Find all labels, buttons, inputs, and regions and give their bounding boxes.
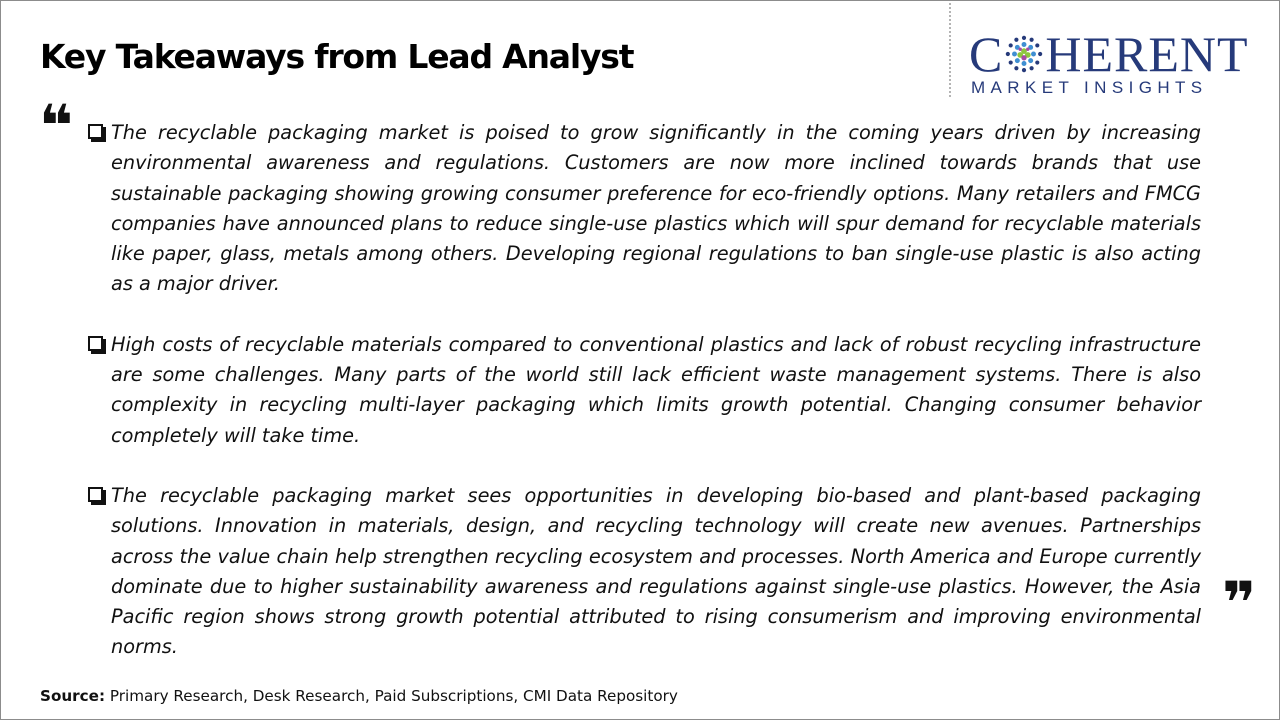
source-note — [40, 686, 678, 706]
header-divider — [949, 3, 951, 97]
globe-icon — [1005, 35, 1043, 73]
source-label: Source: — [40, 687, 106, 705]
company-logo — [969, 26, 1261, 99]
open-quote-icon: ❝ — [39, 92, 74, 160]
logo-letter-c: C — [969, 26, 1004, 82]
slide-title: Key Takeaways from Lead Analyst — [40, 37, 634, 76]
logo-tagline: MARKET INSIGHTS — [971, 78, 1208, 97]
takeaway-item — [87, 118, 1201, 300]
checkbox-bullet-icon — [88, 124, 103, 139]
checkbox-bullet-icon — [88, 487, 103, 502]
takeaway-item — [87, 481, 1201, 663]
close-quote-icon: ❞ — [1222, 569, 1257, 637]
source-text: Primary Research, Desk Research, Paid Subscriptions, CMI Data Repository — [105, 687, 678, 705]
takeaway-text: The recyclable packaging market sees opportunities in developing bio-based and plant-based packaging solutions. Innovation in materials, design, and recycling technology will create new avenues. Partnerships across the value chain help strengthen recycling ecosystem and processes. North America and Europe currently dominate due to higher sustainability awareness and regulations against single-use plastics. However, the Asia Pacific region shows strong growth potential attributed to rising consumerism and improving environmental norms. — [111, 483, 1201, 659]
takeaway-text: High costs of recyclable materials compared to conventional plastics and lack of robust recycling infrastructure are some challenges. Many parts of the world still lack efficient waste management systems. There is also complexity in recycling multi-layer packaging which limits growth potential. Changing consumer behavior completely will take time. — [111, 332, 1201, 447]
takeaways-list — [87, 118, 1201, 693]
takeaway-item — [87, 330, 1201, 451]
logo-letters-herent: HERENT — [1045, 26, 1249, 82]
checkbox-bullet-icon — [88, 336, 103, 351]
takeaway-text: The recyclable packaging market is poised to grow significantly in the coming years driven by increasing environmental awareness and regulations. Customers are now more inclined towards brands that use sustainable packaging showing growing consumer preference for eco-friendly options. Many retailers and FMCG companies have announced plans to reduce single-use plastics which will spur demand for recyclable materials like paper, glass, metals among others. Developing regional regulations to ban single-use plastic is also acting as a major driver. — [111, 121, 1201, 296]
logo-wordmark — [969, 26, 1249, 82]
